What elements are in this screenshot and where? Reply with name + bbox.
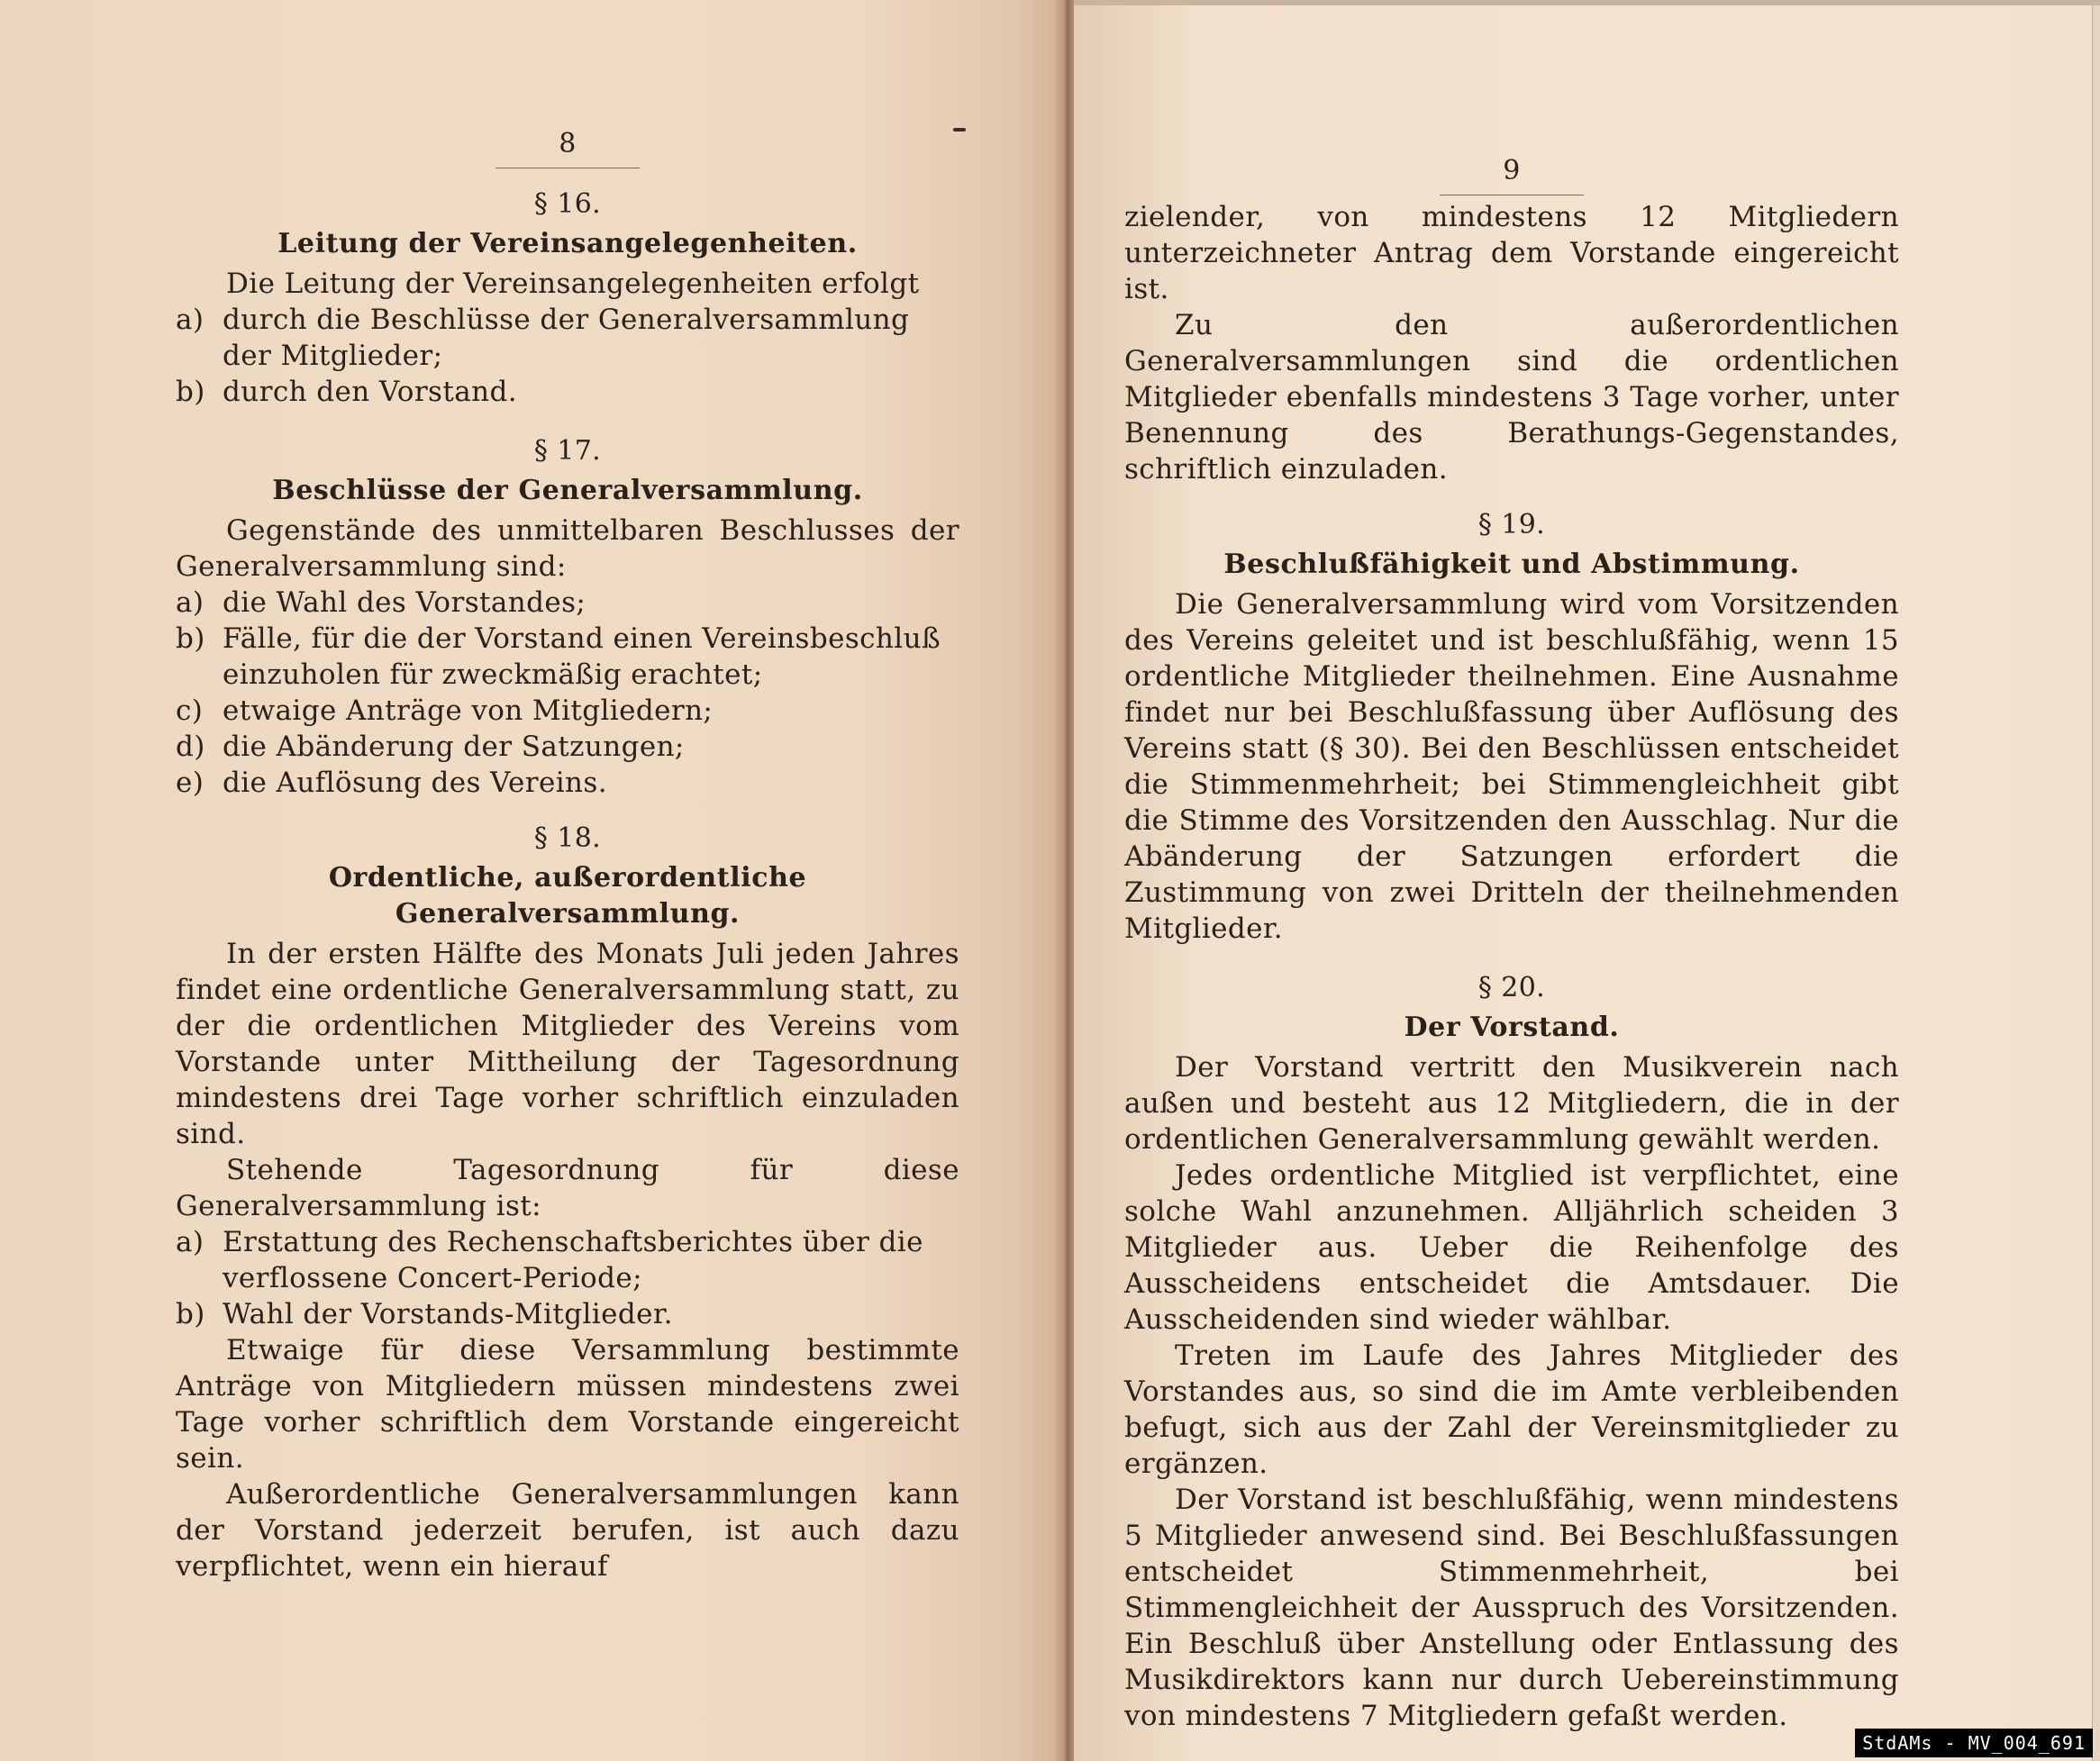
item-mark: b): [176, 1298, 205, 1330]
section-16-sign: § 16.: [533, 188, 602, 220]
item-mark: d): [176, 731, 205, 763]
item-mark: b): [176, 622, 205, 655]
section-17-intro: Gegenstände des unmittelbaren Beschlusses der Generalversammlung sind:: [176, 514, 959, 583]
item-mark: a): [176, 586, 205, 619]
section-18-item-a: [176, 1224, 959, 1296]
section-18-paragraph-1: In der ersten Hälfte des Monats Juli jeden Jahres findet eine ordentliche Generalversammlung statt, zu der die ordentlichen Mitglieder des Vereins vom Vorstande unter Mittheilung der Tagesordnung mindestens drei Tage vorher schriftlich einzuladen sind.: [176, 938, 959, 1150]
continuation-paragraph-2: Zu den außerordentlichen Generalversammlungen sind die ordentlichen Mitglieder ebenfalls mindestens 3 Tage vorher, unter Benennung des Berathungs-Gegenstandes, schriftlich einzuladen.: [1124, 309, 1899, 486]
section-16-heading: Leitung der Vereinsangelegenheiten.: [277, 228, 858, 259]
section-17-list: [176, 585, 959, 801]
archive-label: StdAMs - MV_004_691: [1855, 1729, 2093, 1757]
section-17-item-a: [176, 585, 959, 621]
item-text: Wahl der Vorstands-Mitglieder.: [223, 1298, 673, 1330]
section-18-item-b: [176, 1296, 959, 1332]
section-18-paragraph-4: Außerordentliche Generalversammlungen kann der Vorstand jederzeit berufen, ist auch dazu verpflichtet, wenn ein hierauf: [176, 1478, 959, 1583]
section-18-sign: § 18.: [533, 822, 602, 854]
section-18-heading: Ordentliche, außerordentliche Generalversammlung.: [328, 862, 807, 930]
section-17-item-d: [176, 729, 959, 765]
item-text: etwaige Anträge von Mitgliedern;: [223, 694, 714, 727]
item-mark: c): [176, 694, 204, 727]
continuation-paragraph: zielender, von mindestens 12 Mitgliedern unterzeichneter Antrag dem Vorstande eingereicht ist.: [1124, 201, 1899, 305]
section-18-paragraph-3: Etwaige für diese Versammlung bestimmte Anträge von Mitgliedern müssen mindestens zwei Tage vorher schriftlich dem Vorstande eingereicht sein.: [176, 1334, 959, 1475]
item-text: Fälle, für die der Vorstand einen Vereinsbeschluß einzuholen für zweckmäßig erachtet;: [223, 622, 941, 691]
section-20-paragraph-2: Jedes ordentliche Mitglied ist verpflichtet, eine solche Wahl anzunehmen. Alljährlich scheiden 3 Mitglieder aus. Ueber die Reihenfolge des Ausscheidens entscheidet die Amtsdauer. Die Ausscheidenden sind wieder wählbar.: [1124, 1159, 1899, 1336]
section-17-item-e: [176, 765, 959, 801]
item-text: durch den Vorstand.: [223, 376, 517, 408]
item-text: Erstattung des Rechenschaftsberichtes über die verflossene Concert-Periode;: [223, 1226, 923, 1294]
section-17-sign: § 17.: [533, 435, 602, 467]
section-20-paragraph-3: Treten im Laufe des Jahres Mitglieder des Vorstandes aus, so sind die im Amte verbleibenden befugt, sich aus der Zahl der Vereinsmitglieder zu ergänzen.: [1124, 1339, 1899, 1480]
section-19-heading: Beschlußfähigkeit und Abstimmung.: [1223, 549, 1800, 580]
page-number-left: 8: [559, 128, 577, 159]
section-19-sign: § 19.: [1477, 509, 1546, 540]
section-16-item-b: [176, 374, 959, 410]
item-mark: a): [176, 304, 205, 336]
item-text: die Auflösung des Vereins.: [223, 767, 607, 799]
section-20-paragraph-4: Der Vorstand ist beschlußfähig, wenn mindestens 5 Mitglieder anwesend sind. Bei Beschlußfassungen entscheidet Stimmenmehrheit, bei Stimmengleichheit der Ausspruch des Vorsitzenden. Ein Beschluß über Anstellung oder Entlassung des Musikdirektors kann nur durch Uebereinstimmung von mindestens 7 Mitgliedern gefaßt werden.: [1124, 1484, 1899, 1732]
item-mark: e): [176, 767, 205, 799]
item-text: die Abänderung der Satzungen;: [223, 731, 685, 763]
section-20-paragraph-1: Der Vorstand vertritt den Musikverein nach außen und besteht aus 12 Mitgliedern, die in der ordentlichen Generalversammlung gewählt werden.: [1124, 1051, 1899, 1156]
section-16-item-a: [176, 302, 959, 374]
page-number-right: 9: [1503, 155, 1521, 186]
section-19-paragraph-1: Die Generalversammlung wird vom Vorsitzenden des Vereins geleitet und ist beschlußfähig, wenn 15 ordentliche Mitglieder theilnehmen. Eine Ausnahme findet nur bei Beschlußfassung über Auflösung des Vereins statt (§ 30). Bei den Beschlüssen entscheidet die Stimmenmehrheit; bei Stimmengleichheit gibt die Stimme des Vorsitzenden den Ausschlag. Nur die Abänderung der Satzungen erfordert die Zustimmung von zwei Dritteln der theilnehmenden Mitglieder.: [1124, 588, 1899, 945]
section-17-item-c: [176, 693, 959, 729]
section-17-heading: Beschlüsse der Generalversammlung.: [272, 475, 863, 506]
section-20-heading: Der Vorstand.: [1404, 1012, 1620, 1043]
item-mark: b): [176, 376, 205, 408]
item-mark: a): [176, 1226, 205, 1258]
left-page-text: [176, 126, 959, 1584]
section-17-item-b: [176, 621, 959, 693]
item-text: durch die Beschlüsse der Generalversammlung der Mitglieder;: [223, 304, 910, 372]
section-18-paragraph-2: Stehende Tagesordnung für diese Generalversammlung ist:: [176, 1154, 959, 1222]
item-text: die Wahl des Vorstandes;: [223, 586, 586, 619]
section-16-intro: Die Leitung der Vereinsangelegenheiten erfolgt: [226, 268, 920, 300]
section-20-sign: § 20.: [1477, 972, 1546, 1003]
right-page-text: [1124, 155, 1899, 1734]
